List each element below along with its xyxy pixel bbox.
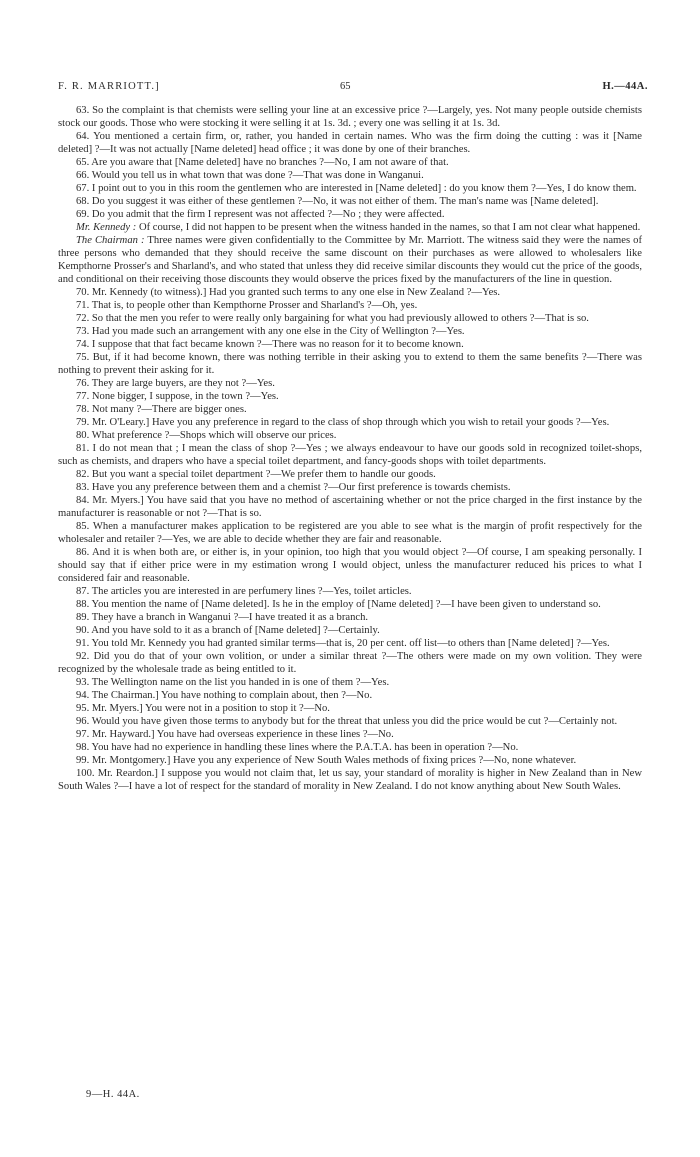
testimony-paragraph [58,702,642,715]
testimony-paragraph [58,767,642,793]
testimony-paragraph [58,715,642,728]
paragraph-text: 92. Did you do that of your own volition, or under a similar threat ?—The others were made on my own volition. They were recognized by the wholesale trade as being entitled to it. [58,651,642,675]
paragraph-text: 81. I do not mean that ; I mean the class of shop ?—Yes ; we always endeavour to have our goods sold in recognized toilet-shops, such as chemists, and drapers who have a special toilet department, and fancy-goods shops with toilet departments. [58,443,642,467]
testimony-paragraph [58,468,642,481]
testimony-paragraph [58,624,642,637]
testimony-paragraph [58,520,642,546]
paragraph-text: 70. Mr. Kennedy (to witness).] Had you granted such terms to any one else in New Zealand ?—Yes. [76,287,501,298]
testimony-paragraph [58,390,642,403]
testimony-paragraph [58,156,642,169]
paragraph-text: 75. But, if it had become known, there was nothing terrible in their asking you to extend to them the same benefits ?—There was nothing to prevent their asking for it. [58,352,642,376]
paragraph-text: 65. Are you aware that [Name deleted] have no branches ?—No, I am not aware of that. [76,157,449,168]
paragraph-text: 73. Had you made such an arrangement with any one else in the City of Wellington ?—Yes. [76,326,465,337]
paragraph-text: Of course, I did not happen to be present when the witness handed in the names, so that I am not clear what happened. [136,222,641,233]
signature-mark: 9—H. 44A. [86,1089,140,1100]
paragraph-text: 91. You told Mr. Kennedy you had granted similar terms—that is, 20 per cent. off list—to others than [Name deleted] ?—Yes. [76,638,610,649]
paragraph-text: 74. I suppose that that fact became known ?—There was no reason for it to become known. [76,339,464,350]
paragraph-text: 95. Mr. Myers.] You were not in a position to stop it ?—No. [76,703,330,714]
paragraph-text: 96. Would you have given those terms to anybody but for the threat that unless you did the price would be cut ?—Certainly not. [76,716,618,727]
page-header [58,80,648,94]
testimony-paragraph [58,546,642,585]
speaker-label: Mr. Kennedy : [76,222,137,233]
testimony-paragraph [58,325,642,338]
paragraph-text: 88. You mention the name of [Name deleted]. Is he in the employ of [Name deleted] ?—I have been given to understand so. [76,599,601,610]
paragraph-text: 82. But you want a special toilet department ?—We prefer them to handle our goods. [76,469,436,480]
testimony-paragraph [58,676,642,689]
testimony-paragraph [58,377,642,390]
paragraph-text: 85. When a manufacturer makes application to be registered are you able to see what is the margin of profit respectively for the wholesaler and retailer ?—Yes, we are able to decide whether they are fair and reasonable. [58,521,642,545]
testimony-paragraph [58,208,642,221]
paragraph-text: 93. The Wellington name on the list you handed in is one of them ?—Yes. [76,677,390,688]
testimony-paragraph [58,286,642,299]
paragraph-text: 78. Not many ?—There are bigger ones. [76,404,247,415]
testimony-paragraph [58,221,642,234]
paragraph-text: 76. They are large buyers, are they not ?—Yes. [76,378,275,389]
paragraph-text: 79. Mr. O'Leary.] Have you any preference in regard to the class of shop through which you wish to retail your goods ?—Yes. [76,417,610,428]
testimony-paragraph [58,312,642,325]
paragraph-text: 94. The Chairman.] You have nothing to complain about, then ?—No. [76,690,373,701]
paragraph-text: 97. Mr. Hayward.] You have had overseas experience in these lines ?—No. [76,729,394,740]
paragraph-text: 72. So that the men you refer to were really only bargaining for what you had previously allowed to others ?—That is so. [76,313,589,324]
paragraph-text: 80. What preference ?—Shops which will observe our prices. [76,430,337,441]
paragraph-text: 87. The articles you are interested in are perfumery lines ?—Yes, toilet articles. [76,586,412,597]
testimony-paragraph [58,494,642,520]
testimony-paragraph [58,169,642,182]
paragraph-text: 69. Do you admit that the firm I represent was not affected ?—No ; they were affected. [76,209,445,220]
testimony-paragraph [58,650,642,676]
paragraph-text: 64. You mentioned a certain firm, or, rather, you handed in certain names. Who was the firm doing the cutting : was it [Name deleted] ?—It was not actually [Name deleted] head office ; it was done by one of their branches. [58,131,642,155]
testimony-paragraph [58,299,642,312]
speaker-label: The Chairman : [76,235,145,246]
testimony-paragraph [58,182,642,195]
paragraph-text: 71. That is, to people other than Kempthorne Prosser and Sharland's ?—Oh, yes. [76,300,418,311]
testimony-paragraph [58,598,642,611]
paragraph-text: 83. Have you any preference between them and a chemist ?—Our first preference is towards chemists. [76,482,511,493]
testimony-paragraph [58,403,642,416]
testimony-paragraph [58,481,642,494]
paragraph-text: 63. So the complaint is that chemists were selling your line at an excessive price ?—Largely, yes. Not many people outside chemists stock our goods. Those who were stocking it were selling it at 1s. 3d. ; every one was selling it at 1s. 3d. [58,105,642,129]
paragraph-text: 99. Mr. Montgomery.] Have you any experience of New South Wales methods of fixing prices ?—No, none whatever. [76,755,577,766]
document-reference: H.—44A. [602,81,648,92]
paragraph-text: 89. They have a branch in Wanganui ?—I have treated it as a branch. [76,612,369,623]
paragraph-text: 77. None bigger, I suppose, in the town ?—Yes. [76,391,279,402]
testimony-paragraph [58,442,642,468]
testimony-paragraph [58,611,642,624]
testimony-paragraph [58,728,642,741]
testimony-paragraph [58,130,642,156]
testimony-paragraph [58,338,642,351]
paragraph-text: 90. And you have sold to it as a branch of [Name deleted] ?—Certainly. [76,625,380,636]
header-witness-name: F. R. MARRIOTT.] [58,81,160,92]
paragraph-text: 84. Mr. Myers.] You have said that you have no method of ascertaining whether or not the price charged in the first instance by the manufacturer is reasonable or not ?—That is so. [58,495,642,519]
paragraph-text: 68. Do you suggest it was either of these gentlemen ?—No, it was not either of them. The man's name was [Name deleted]. [76,196,599,207]
paragraph-text: 66. Would you tell us in what town that was done ?—That was done in Wanganui. [76,170,424,181]
testimony-paragraph [58,195,642,208]
paragraph-text: 100. Mr. Reardon.] I suppose you would not claim that, let us say, your standard of morality is higher in New Zealand than in New South Wales ?—I have a lot of respect for the standard of morality in New Zealand. I do not know anything about New South Wales. [58,768,642,792]
page-number: 65 [340,81,351,92]
paragraph-text: 98. You have had no experience in handling these lines where the P.A.T.A. has been in operation ?—No. [76,742,519,753]
paragraph-text: 86. And it is when both are, or either is, in your opinion, too high that you would object ?—Of course, I am speaking personally. I should say that if either price were in my estimation wrong I would object, unless the manufacturer reduced his prices to what I considered fair and reasonable. [58,547,642,584]
paragraph-text: Three names were given confidentially to the Committee by Mr. Marriott. The witness said they were the names of three persons who demanded that they should receive the same discount on their purchases as were allowed to wholesalers like Kempthorne Prosser's and Sharland's, and who stated that unless they did receive similar discounts they would cut the price of the goods, and conditional on their receiving those discounts they would observe the prices fixed by the manufacturers of the line in question. [58,235,642,285]
testimony-paragraph [58,104,642,130]
testimony-paragraph [58,741,642,754]
testimony-paragraph [58,429,642,442]
testimony-paragraph [58,754,642,767]
paragraph-text: 67. I point out to you in this room the gentlemen who are interested in [Name deleted] : do you know them ?—Yes, I do know them. [76,183,637,194]
testimony-paragraph [58,416,642,429]
testimony-paragraph [58,351,642,377]
testimony-paragraph [58,637,642,650]
testimony-paragraph [58,585,642,598]
testimony-paragraph [58,234,642,286]
testimony-paragraph [58,689,642,702]
testimony-body [58,104,642,793]
